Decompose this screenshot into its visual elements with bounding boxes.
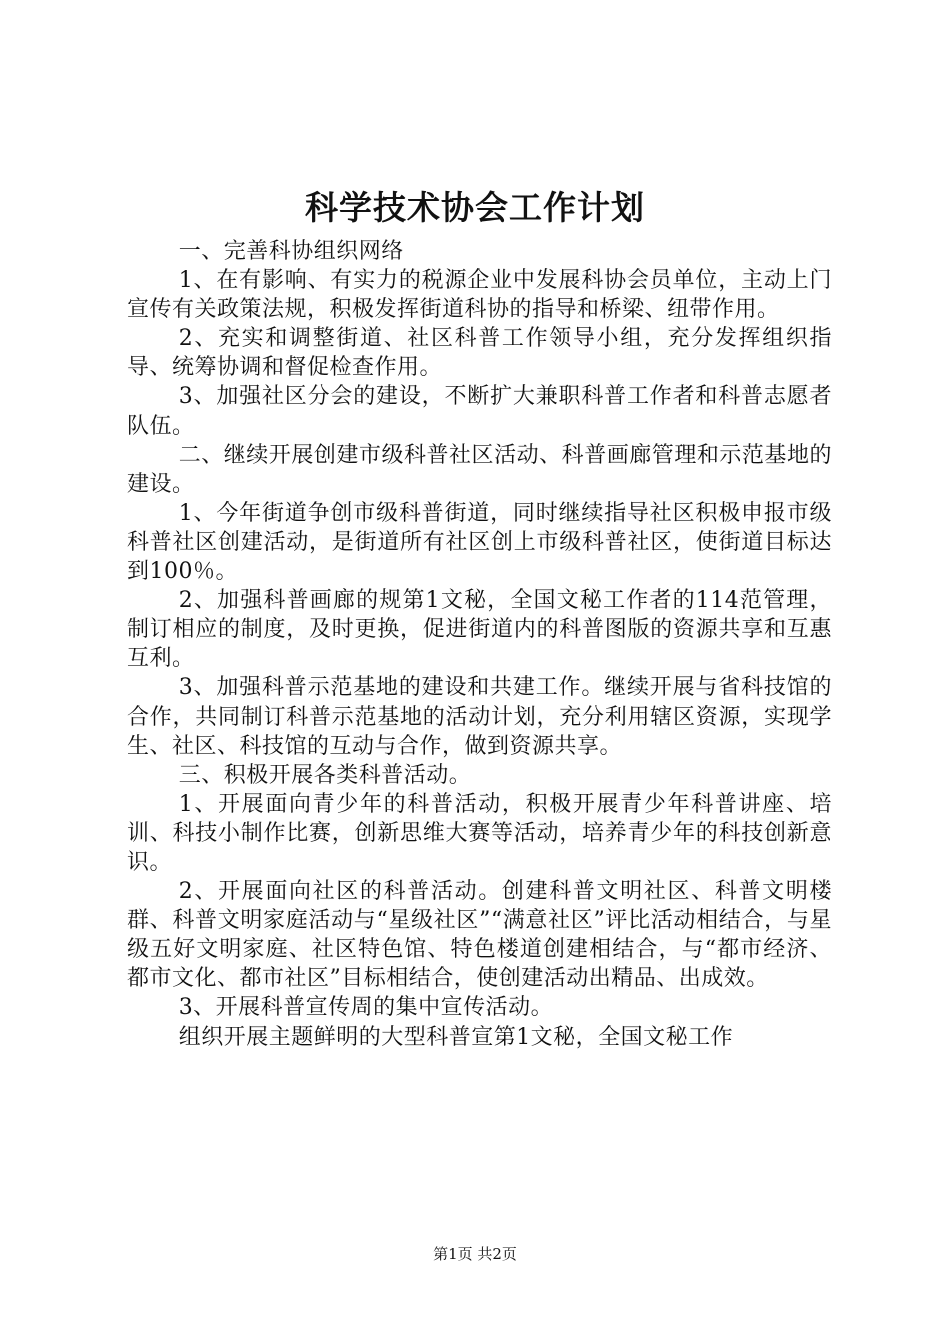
paragraph: 2、开展面向社区的科普活动。创建科普文明社区、科普文明楼群、科普文明家庭活动与“星级社区”“满意社区”评比活动相结合，与星级五好文明家庭、社区特色馆、特色楼道创建相结合，与“都市经济、都市文化、都市社区”目标相结合，使创建活动出精品、出成效。 [127,879,832,992]
section-heading: 二、继续开展创建市级科普社区活动、科普画廊管理和示范基地的建设。 [127,442,832,497]
section-heading: 三、积极开展各类科普活动。 [178,762,472,788]
paragraph: 3、加强社区分会的建设，不断扩大兼职科普工作者和科普志愿者队伍。 [127,384,832,439]
paragraph: 1、今年街道争创市级科普街道，同时继续指导社区积极申报市级科普社区创建活动，是街道所有社区创上市级科普社区，使街道目标达到100％。 [127,500,832,585]
document-title: 科学技术协会工作计划 [305,188,645,227]
paragraph: 1、开展面向青少年的科普活动，积极开展青少年科普讲座、培训、科技小制作比赛，创新思维大赛等活动，培养青少年的科技创新意识。 [127,791,832,875]
paragraph: 3、开展科普宣传周的集中宣传活动。 [178,995,554,1021]
paragraph: 1、在有影响、有实力的税源企业中发展科协会员单位，主动上门宣传有关政策法规，积极发挥街道科协的指导和桥梁、纽带作用。 [127,268,832,323]
paragraph: 2、充实和调整街道、社区科普工作领导小组，充分发挥组织指导、统筹协调和督促检查作用。 [127,326,832,381]
paragraph: 2、加强科普画廊的规第1文秘，全国文秘工作者的114范管理，制订相应的制度，及时更换，促进街道内的科普图版的资源共享和互惠互利。 [127,588,832,672]
section-heading: 一、完善科协组织网络 [178,239,404,264]
page-footer: 第1页 共2页 [433,1245,517,1263]
paragraph: 组织开展主题鲜明的大型科普宣第1文秘，全国文秘工作 [178,1024,734,1050]
document-body [127,237,832,1052]
paragraph: 3、加强科普示范基地的建设和共建工作。继续开展与省科技馆的合作，共同制订科普示范基地的活动计划，充分利用辖区资源，实现学生、社区、科技馆的互动与合作，做到资源共享。 [127,675,832,759]
